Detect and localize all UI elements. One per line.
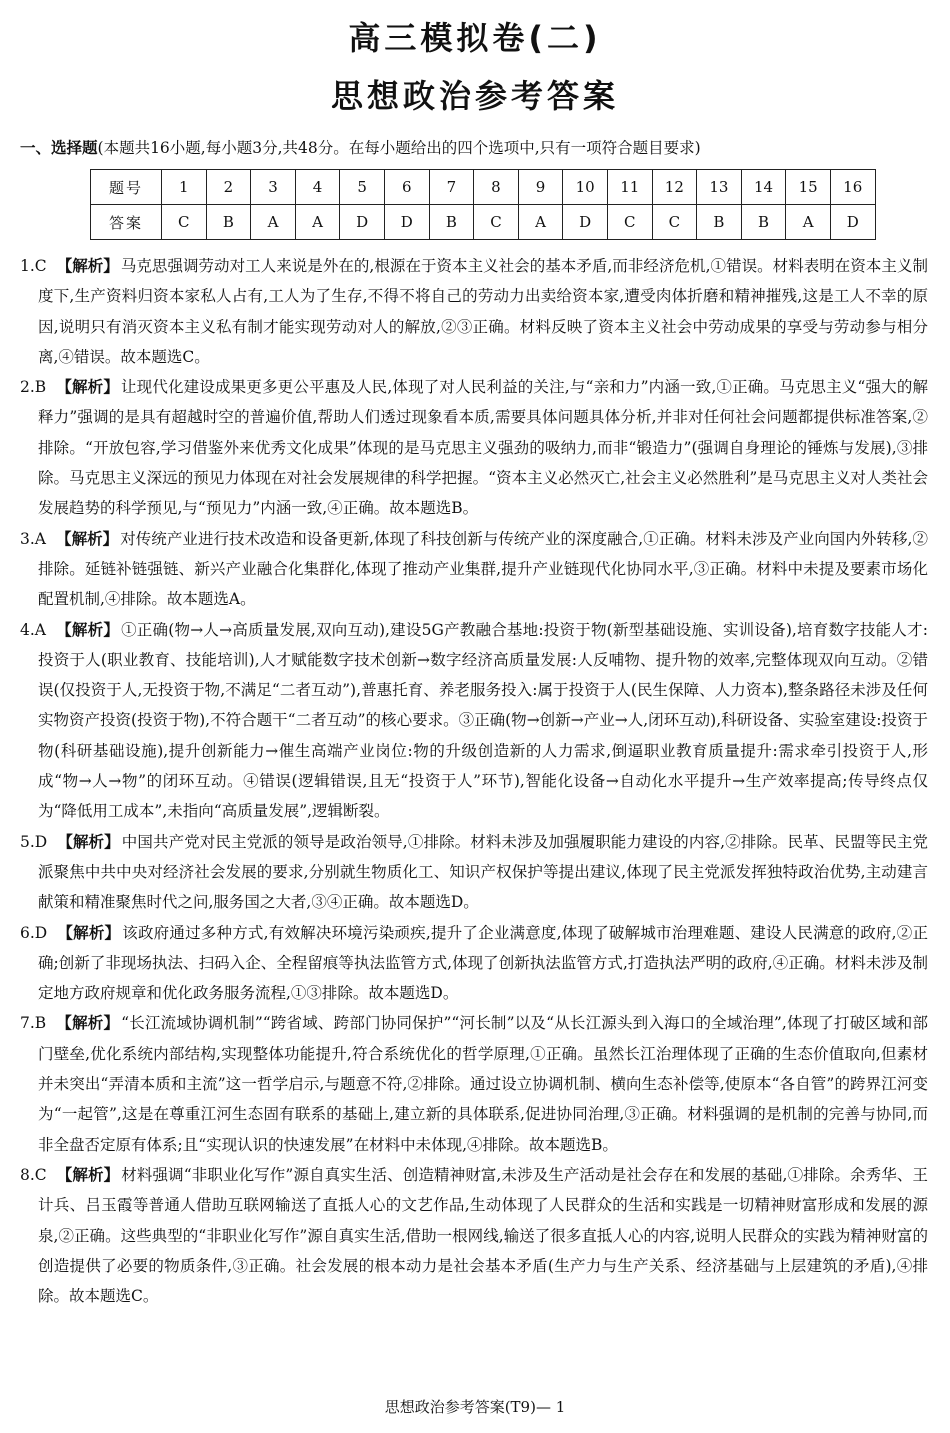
table-cell: A — [786, 205, 831, 240]
table-cell: B — [697, 205, 742, 240]
explanation-item — [20, 1160, 928, 1311]
table-cell: 6 — [384, 170, 429, 205]
analysis-tag: 【解析】 — [56, 1165, 120, 1184]
answer-table — [90, 169, 876, 240]
section-note: (本题共16小题,每小题3分,共48分。在每小题给出的四个选项中,只有一项符合题目要求) — [97, 139, 701, 157]
item-number: 3.A — [20, 529, 46, 548]
item-number: 8.C — [20, 1165, 47, 1184]
analysis-tag: 【解析】 — [57, 923, 121, 942]
table-cell: B — [741, 205, 786, 240]
analysis-tag: 【解析】 — [55, 529, 119, 548]
analysis-tag: 【解析】 — [57, 832, 120, 851]
table-cell: 16 — [830, 170, 875, 205]
answer-table-row-answers — [91, 205, 876, 240]
table-cell: C — [162, 205, 207, 240]
item-text: 马克思强调劳动对工人来说是外在的,根源在于资本主义社会的基本矛盾,而非经济危机,①错误。材料表明在资本主义制度下,生产资料归资本家私人占有,工人为了生存,不得不将自己的劳动力出卖给资本家,遭受肉体折磨和精神摧残,这是工人不幸的原因,说明只有消灭资本主义私有制才能实现劳动对人的解放,②③正确。材料反映了资本主义社会中劳动成果的享受与劳动参与相分离,④错误。故本题选C。 — [38, 257, 928, 366]
row-label-answer: 答案 — [91, 205, 162, 240]
table-cell: 10 — [563, 170, 608, 205]
table-cell: B — [429, 205, 474, 240]
item-number: 2.B — [20, 378, 47, 397]
item-number: 6.D — [20, 923, 48, 942]
table-cell: 1 — [162, 170, 207, 205]
page-footer: 思想政治参考答案(T9)— 1 — [384, 1398, 566, 1416]
table-cell: 9 — [518, 170, 563, 205]
item-text: 对传统产业进行技术改造和设备更新,体现了科技创新与传统产业的深度融合,①正确。材料未涉及产业向国内外转移,②排除。延链补链强链、新兴产业融合化集群化,体现了推动产业集群,提升产业链现代化协同水平,③正确。材料中未提及要素市场化配置机制,④排除。故本题选A。 — [38, 529, 928, 609]
item-number: 5.D — [20, 832, 48, 851]
table-cell: 13 — [697, 170, 742, 205]
explanation-item — [20, 827, 928, 918]
table-cell: 11 — [607, 170, 652, 205]
explanations — [20, 251, 928, 1311]
explanation-item — [20, 918, 928, 1009]
analysis-tag: 【解析】 — [56, 1014, 120, 1033]
table-cell: 14 — [741, 170, 786, 205]
item-text: 该政府通过多种方式,有效解决环境污染顽疾,提升了企业满意度,体现了破解城市治理难题、建设人民满意的政府,②正确;创新了非现场执法、扫码入企、全程留痕等执法监管方式,体现了创新执法监管方式,打造执法严明的政府,④正确。材料未涉及制定地方政府规章和优化政务服务流程,①③排除。故本题选D。 — [38, 923, 928, 1003]
table-cell: A — [518, 205, 563, 240]
analysis-tag: 【解析】 — [55, 620, 120, 639]
explanation-item — [20, 1008, 928, 1159]
item-number: 4.A — [20, 620, 46, 639]
table-cell: 7 — [429, 170, 474, 205]
item-text: “长江流域协调机制”“跨省域、跨部门协同保护”“河长制”以及“从长江源头到入海口的全域治理”,体现了打破区域和部门壁垒,优化系统内部结构,实现整体功能提升,符合系统优化的哲学原理,①正确。虽然长江治理体现了正确的生态价值取向,但素材并未突出“弄清本质和主流”这一哲学启示,与题意不符,②排除。通过设立协调机制、横向生态补偿等,使原本“各自管”的跨界江河变为“一起管”,这是在尊重江河生态固有联系的基础上,建立新的具体联系,促进协同治理,③正确。材料强调的是机制的完善与协同,而非全盘否定原有体系;且“实现认识的快速发展”在材料中未体现,④排除。故本题选B。 — [38, 1014, 928, 1154]
table-cell: 8 — [474, 170, 519, 205]
table-cell: 5 — [340, 170, 385, 205]
explanation-item — [20, 615, 928, 827]
table-cell: A — [251, 205, 296, 240]
item-number: 1.C — [20, 257, 47, 275]
table-cell: C — [607, 205, 652, 240]
table-cell: A — [295, 205, 340, 240]
explanation-item — [20, 372, 928, 523]
table-cell: 4 — [295, 170, 340, 205]
item-text: 中国共产党对民主党派的领导是政治领导,①排除。材料未涉及加强履职能力建设的内容,②排除。民革、民盟等民主党派聚焦中共中央对经济社会发展的要求,分别就生物质化工、知识产权保护等提出建议,体现了民主党派发挥独特政治优势,主动建言献策和精准聚焦时代之问,服务国之大者,③④正确。故本题选D。 — [38, 832, 928, 912]
item-text: ①正确(物→人→高质量发展,双向互动),建设5G产教融合基地:投资于物(新型基础设施、实训设备),培育数字技能人才:投资于人(职业教育、技能培训),人才赋能数字技术创新→数字经济高质量发展:人反哺物、提升物的效率,完整体现双向互动。②错误(仅投资于人,无投资于物,不满足“二者互动”),普惠托育、养老服务投入:属于投资于人(民生保障、人力资本),整条路径未涉及任何实物资产投资(投资于物),不符合题干“二者互动”的核心要求。③正确(物→创新→产业→人,闭环互动),科研设备、实验室建设:投资于物(科研基础设施),提升创新能力→催生高端产业岗位:物的升级创造新的人力需求,倒逼职业教育质量提升:需求牵引投资于人,形成“物→人→物”的闭环互动。④错误(逻辑错误,且无“投资于人”环节),智能化设备→自动化水平提升→生产效率提高;传导终点仅为“降低用工成本”,未指向“高质量发展”,逻辑断裂。 — [38, 620, 928, 821]
analysis-tag: 【解析】 — [56, 257, 119, 275]
analysis-tag: 【解析】 — [56, 378, 120, 397]
row-label-number: 题号 — [91, 170, 162, 205]
table-cell: 2 — [206, 170, 251, 205]
item-text: 材料强调“非职业化写作”源自真实生活、创造精神财富,未涉及生产活动是社会存在和发展的基础,①排除。余秀华、王计兵、吕玉霞等普通人借助互联网输送了直抵人心的文艺作品,生动体现了人民群众的生活和实践是一切精神财富形成和发展的源泉,②正确。这些典型的“非职业化写作”源自真实生活,借助一根网线,输送了很多直抵人心的内容,说明人民群众的实践为精神财富的创造提供了必要的物质条件,③正确。社会发展的根本动力是社会基本矛盾(生产力与生产关系、经济基础与上层建筑的矛盾),④排除。故本题选C。 — [38, 1165, 928, 1306]
page-title: 高三模拟卷(二) — [348, 19, 602, 57]
section-heading — [20, 136, 928, 160]
table-cell: 3 — [251, 170, 296, 205]
table-cell: D — [384, 205, 429, 240]
section-title: 一、选择题 — [20, 139, 98, 157]
table-cell: C — [474, 205, 519, 240]
item-number: 7.B — [20, 1014, 47, 1033]
answer-table-row-numbers — [91, 170, 876, 205]
page-subtitle: 思想政治参考答案 — [330, 77, 619, 115]
table-cell: 15 — [786, 170, 831, 205]
table-cell: C — [652, 205, 697, 240]
table-cell: 12 — [652, 170, 697, 205]
table-cell: B — [206, 205, 251, 240]
table-cell: D — [563, 205, 608, 240]
item-text: 让现代化建设成果更多更公平惠及人民,体现了对人民利益的关注,与“亲和力”内涵一致,①正确。马克思主义“强大的解释力”强调的是具有超越时空的普遍价值,帮助人们透过现象看本质,需要具体问题具体分析,并非对任何社会问题都提供标准答案,②排除。“开放包容,学习借鉴外来优秀文化成果”体现的是马克思主义强劲的吸纳力,而非“锻造力”(强调自身理论的锤炼与发展),③排除。马克思主义深远的预见力体现在对社会发展规律的科学把握。“资本主义必然灭亡,社会主义必然胜利”是马克思主义对人类社会发展趋势的科学预见,与“预见力”内涵一致,④正确。故本题选B。 — [38, 378, 928, 518]
explanation-item — [20, 251, 928, 372]
table-cell: D — [830, 205, 875, 240]
explanation-item — [20, 524, 928, 615]
table-cell: D — [340, 205, 385, 240]
